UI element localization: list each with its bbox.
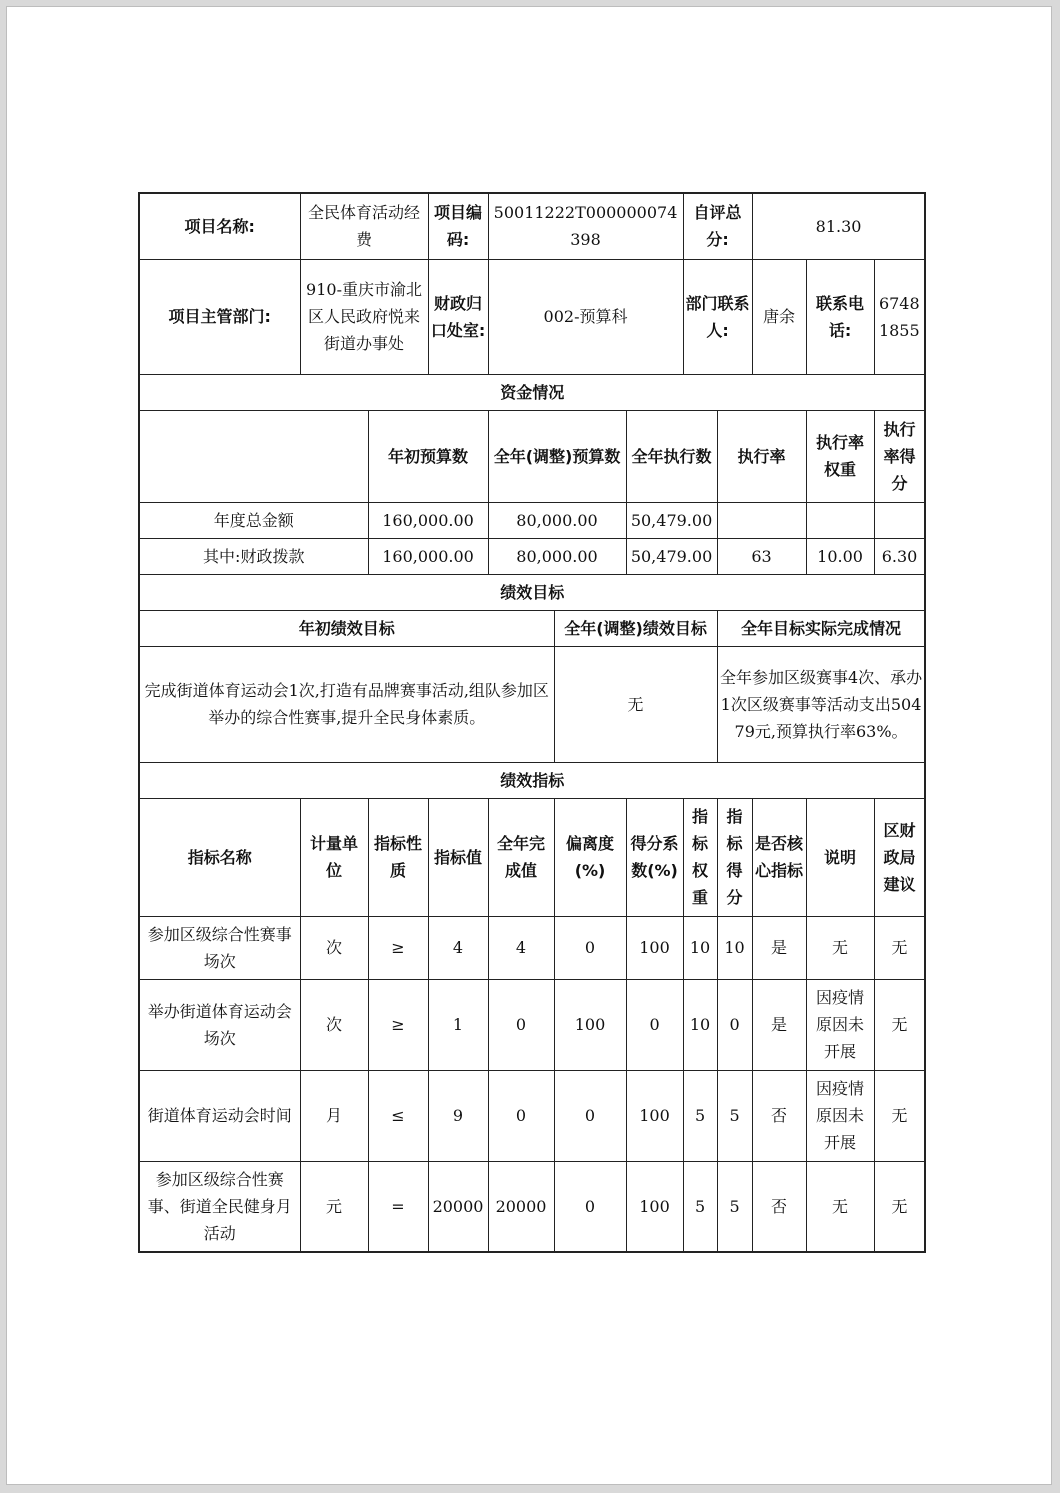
ind-score: 5 bbox=[717, 1070, 752, 1161]
ind-coef: 100 bbox=[626, 1070, 683, 1161]
ind-unit: 元 bbox=[300, 1161, 368, 1252]
dept-value: 910-重庆市渝北区人民政府悦来街道办事处 bbox=[300, 259, 428, 374]
phone-label: 联系电话: bbox=[806, 259, 874, 374]
ind-col-coef: 得分系数(%) bbox=[626, 798, 683, 916]
ind-note: 因疫情原因未开展 bbox=[806, 979, 874, 1070]
ind-unit: 次 bbox=[300, 979, 368, 1070]
ind-note: 无 bbox=[806, 916, 874, 979]
indicator-row bbox=[139, 1070, 925, 1161]
ind-col-actual: 全年完成值 bbox=[488, 798, 554, 916]
ind-name: 街道体育运动会时间 bbox=[139, 1070, 300, 1161]
goals-adjusted-text: 无 bbox=[554, 646, 717, 762]
funds-row-initial: 160,000.00 bbox=[368, 502, 488, 538]
ind-coef: 0 bbox=[626, 979, 683, 1070]
goals-col-adjusted: 全年(调整)绩效目标 bbox=[554, 610, 717, 646]
funds-row-weight: 10.00 bbox=[806, 538, 874, 574]
ind-advice: 无 bbox=[874, 979, 925, 1070]
funds-row-executed: 50,479.00 bbox=[626, 538, 717, 574]
funds-row-score bbox=[874, 502, 925, 538]
ind-advice: 无 bbox=[874, 916, 925, 979]
ind-target: 1 bbox=[428, 979, 488, 1070]
finance-office-value: 002-预算科 bbox=[488, 259, 683, 374]
ind-name: 参加区级综合性赛事、街道全民健身月活动 bbox=[139, 1161, 300, 1252]
funds-col-executed: 全年执行数 bbox=[626, 410, 717, 502]
ind-weight: 5 bbox=[683, 1161, 717, 1252]
ind-deviation: 0 bbox=[554, 1070, 626, 1161]
ind-advice: 无 bbox=[874, 1161, 925, 1252]
ind-name: 举办街道体育运动会场次 bbox=[139, 979, 300, 1070]
ind-nature: ≥ bbox=[368, 979, 428, 1070]
ind-coef: 100 bbox=[626, 1161, 683, 1252]
funds-col-weight: 执行率权重 bbox=[806, 410, 874, 502]
ind-col-weight: 指标权重 bbox=[683, 798, 717, 916]
goals-section-title: 绩效目标 bbox=[139, 574, 925, 610]
indicator-row bbox=[139, 1161, 925, 1252]
ind-actual: 4 bbox=[488, 916, 554, 979]
funds-col-initial: 年初预算数 bbox=[368, 410, 488, 502]
funds-row-score: 6.30 bbox=[874, 538, 925, 574]
ind-core: 是 bbox=[752, 916, 806, 979]
ind-nature: ≤ bbox=[368, 1070, 428, 1161]
project-code-label: 项目编码: bbox=[428, 193, 488, 259]
header-row-dept bbox=[139, 259, 925, 374]
ind-actual: 0 bbox=[488, 1070, 554, 1161]
funds-section-row bbox=[139, 374, 925, 410]
indicators-header-row bbox=[139, 798, 925, 916]
goals-header-row bbox=[139, 610, 925, 646]
ind-deviation: 0 bbox=[554, 916, 626, 979]
indicators-section-row bbox=[139, 762, 925, 798]
ind-core: 是 bbox=[752, 979, 806, 1070]
funds-row bbox=[139, 502, 925, 538]
ind-unit: 次 bbox=[300, 916, 368, 979]
ind-col-core: 是否核心指标 bbox=[752, 798, 806, 916]
goals-content-row bbox=[139, 646, 925, 762]
phone-value: 67481855 bbox=[874, 259, 925, 374]
funds-row-rate bbox=[717, 502, 806, 538]
funds-col-rate: 执行率 bbox=[717, 410, 806, 502]
document-page bbox=[6, 6, 1052, 1485]
contact-label: 部门联系人: bbox=[683, 259, 752, 374]
funds-header-blank bbox=[139, 410, 368, 502]
ind-note: 无 bbox=[806, 1161, 874, 1252]
funds-row-initial: 160,000.00 bbox=[368, 538, 488, 574]
project-code-value: 50011222T000000074398 bbox=[488, 193, 683, 259]
ind-col-advice: 区财政局建议 bbox=[874, 798, 925, 916]
goals-col-actual: 全年目标实际完成情况 bbox=[717, 610, 925, 646]
funds-row-label: 其中:财政拨款 bbox=[139, 538, 368, 574]
ind-actual: 20000 bbox=[488, 1161, 554, 1252]
evaluation-table bbox=[138, 192, 926, 1253]
self-score-label: 自评总分: bbox=[683, 193, 752, 259]
ind-score: 5 bbox=[717, 1161, 752, 1252]
contact-value: 唐余 bbox=[752, 259, 806, 374]
funds-col-score: 执行率得分 bbox=[874, 410, 925, 502]
goals-col-initial: 年初绩效目标 bbox=[139, 610, 554, 646]
ind-col-target: 指标值 bbox=[428, 798, 488, 916]
ind-deviation: 0 bbox=[554, 1161, 626, 1252]
header-row-project bbox=[139, 193, 925, 259]
ind-advice: 无 bbox=[874, 1070, 925, 1161]
dept-label: 项目主管部门: bbox=[139, 259, 300, 374]
funds-header-row bbox=[139, 410, 925, 502]
ind-weight: 10 bbox=[683, 916, 717, 979]
ind-weight: 5 bbox=[683, 1070, 717, 1161]
ind-core: 否 bbox=[752, 1161, 806, 1252]
ind-actual: 0 bbox=[488, 979, 554, 1070]
ind-col-nature: 指标性质 bbox=[368, 798, 428, 916]
ind-target: 20000 bbox=[428, 1161, 488, 1252]
funds-col-adjusted: 全年(调整)预算数 bbox=[488, 410, 626, 502]
ind-deviation: 100 bbox=[554, 979, 626, 1070]
ind-score: 10 bbox=[717, 916, 752, 979]
goals-actual-text: 全年参加区级赛事4次、承办1次区级赛事等活动支出50479元,预算执行率63%。 bbox=[717, 646, 925, 762]
funds-row bbox=[139, 538, 925, 574]
ind-name: 参加区级综合性赛事场次 bbox=[139, 916, 300, 979]
goals-section-row bbox=[139, 574, 925, 610]
funds-row-rate: 63 bbox=[717, 538, 806, 574]
ind-target: 9 bbox=[428, 1070, 488, 1161]
ind-target: 4 bbox=[428, 916, 488, 979]
ind-col-name: 指标名称 bbox=[139, 798, 300, 916]
ind-col-deviation: 偏离度(%) bbox=[554, 798, 626, 916]
ind-coef: 100 bbox=[626, 916, 683, 979]
ind-note: 因疫情原因未开展 bbox=[806, 1070, 874, 1161]
ind-nature: ≥ bbox=[368, 916, 428, 979]
project-name-value: 全民体育活动经费 bbox=[300, 193, 428, 259]
ind-score: 0 bbox=[717, 979, 752, 1070]
ind-core: 否 bbox=[752, 1070, 806, 1161]
indicator-row bbox=[139, 916, 925, 979]
ind-col-score: 指标得分 bbox=[717, 798, 752, 916]
funds-row-adjusted: 80,000.00 bbox=[488, 502, 626, 538]
ind-unit: 月 bbox=[300, 1070, 368, 1161]
finance-office-label: 财政归口处室: bbox=[428, 259, 488, 374]
funds-section-title: 资金情况 bbox=[139, 374, 925, 410]
indicators-section-title: 绩效指标 bbox=[139, 762, 925, 798]
ind-col-unit: 计量单位 bbox=[300, 798, 368, 916]
funds-row-label: 年度总金额 bbox=[139, 502, 368, 538]
self-score-value: 81.30 bbox=[752, 193, 925, 259]
ind-weight: 10 bbox=[683, 979, 717, 1070]
funds-row-adjusted: 80,000.00 bbox=[488, 538, 626, 574]
indicator-row bbox=[139, 979, 925, 1070]
funds-row-weight bbox=[806, 502, 874, 538]
goals-initial-text: 完成街道体育运动会1次,打造有品牌赛事活动,组队参加区举办的综合性赛事,提升全民身体素质。 bbox=[139, 646, 554, 762]
ind-col-note: 说明 bbox=[806, 798, 874, 916]
ind-nature: = bbox=[368, 1161, 428, 1252]
project-name-label: 项目名称: bbox=[139, 193, 300, 259]
funds-row-executed: 50,479.00 bbox=[626, 502, 717, 538]
